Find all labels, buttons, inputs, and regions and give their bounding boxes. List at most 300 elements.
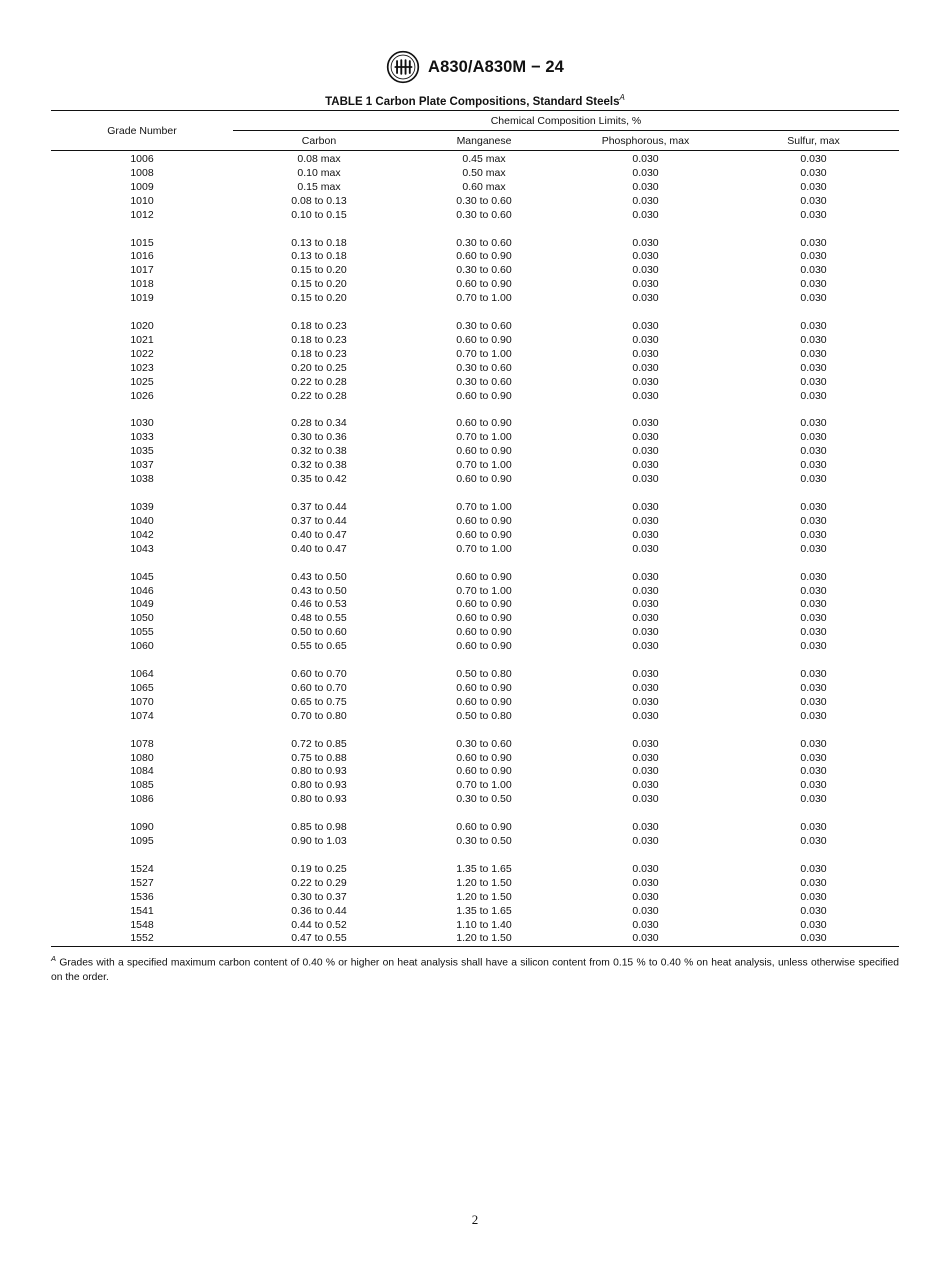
phosphorous-cell: 0.030: [632, 709, 659, 722]
manganese-cell: 0.70 to 1.00: [456, 500, 512, 513]
table-row: [51, 209, 899, 223]
manganese-cell: 0.70 to 1.00: [456, 347, 512, 360]
sulfur-cell: 0.030: [800, 180, 827, 193]
sulfur-cell: 0.030: [800, 570, 827, 583]
grade-number-cell: 1527: [130, 876, 154, 889]
carbon-cell: 0.37 to 0.44: [291, 514, 347, 527]
table-row: [51, 738, 899, 752]
carbon-cell: 0.80 to 0.93: [291, 765, 347, 778]
grade-number-cell: 1012: [130, 208, 154, 221]
carbon-cell: 0.19 to 0.25: [291, 862, 347, 875]
sulfur-cell: 0.030: [800, 166, 827, 179]
table-row: [51, 181, 899, 195]
sulfur-cell: 0.030: [800, 640, 827, 653]
grade-number-cell: 1552: [130, 932, 154, 945]
phosphorous-cell: 0.030: [632, 584, 659, 597]
group-spacer: [51, 807, 899, 821]
carbon-cell: 0.08 max: [297, 153, 341, 165]
carbon-cell: 0.13 to 0.18: [291, 236, 347, 249]
carbon-cell: 0.40 to 0.47: [291, 542, 347, 555]
table-row: [51, 710, 899, 724]
manganese-cell: 0.30 to 0.60: [456, 361, 512, 374]
phosphorous-cell: 0.030: [632, 626, 659, 639]
manganese-cell: 1.20 to 1.50: [456, 890, 512, 903]
sulfur-cell: 0.030: [800, 668, 827, 681]
grade-number-cell: 1086: [130, 793, 154, 806]
manganese-cell: 0.60 to 0.90: [456, 570, 512, 583]
carbon-cell: 0.70 to 0.80: [291, 709, 347, 722]
page-number: 2: [471, 1212, 479, 1227]
table-row: [51, 264, 899, 278]
grade-number-cell: 1026: [130, 389, 154, 402]
sulfur-cell: 0.030: [800, 681, 827, 694]
phosphorous-cell: 0.030: [632, 292, 659, 305]
table-row: [51, 151, 899, 167]
manganese-cell: 0.70 to 1.00: [456, 292, 512, 305]
manganese-cell: 0.70 to 1.00: [456, 431, 512, 444]
grade-number-cell: 1078: [130, 737, 154, 750]
manganese-cell: 0.60 to 0.90: [456, 598, 512, 611]
carbon-cell: 0.32 to 0.38: [291, 445, 347, 458]
carbon-cell: 0.55 to 0.65: [291, 640, 347, 653]
carbon-cell: 0.85 to 0.98: [291, 821, 347, 834]
carbon-cell: 0.20 to 0.25: [291, 361, 347, 374]
grade-number-cell: 1064: [130, 668, 154, 681]
phosphorous-cell: 0.030: [632, 668, 659, 681]
footnote-mark: A: [51, 954, 57, 963]
carbon-cell: 0.40 to 0.47: [291, 528, 347, 541]
carbon-cell: 0.36 to 0.44: [291, 904, 347, 917]
grade-number-cell: 1009: [130, 180, 154, 193]
sulfur-cell: 0.030: [800, 514, 827, 527]
phosphorous-cell: 0.030: [632, 445, 659, 458]
sulfur-cell: 0.030: [800, 320, 827, 333]
sulfur-cell: 0.030: [800, 709, 827, 722]
table-row: [51, 752, 899, 766]
carbon-cell: 0.15 to 0.20: [291, 292, 347, 305]
carbon-cell: 0.43 to 0.50: [291, 570, 347, 583]
phosphorous-cell: 0.030: [632, 250, 659, 263]
manganese-cell: 0.60 max: [462, 180, 506, 193]
table-row: [51, 445, 899, 459]
phosphorous-cell: 0.030: [632, 862, 659, 875]
table-row: [51, 863, 899, 877]
manganese-cell: 0.45 max: [462, 153, 506, 165]
manganese-header: Manganese: [405, 131, 563, 151]
group-spacer-cell: [51, 654, 899, 668]
sulfur-cell: 0.030: [800, 821, 827, 834]
carbon-cell: 0.30 to 0.36: [291, 431, 347, 444]
phosphorous-cell: 0.030: [632, 765, 659, 778]
table-row: [51, 292, 899, 306]
phosphorous-cell: 0.030: [632, 793, 659, 806]
table-row: [51, 543, 899, 557]
phosphorous-header: Phosphorous, max: [563, 131, 728, 151]
grade-number-cell: 1017: [130, 264, 154, 277]
carbon-cell: 0.80 to 0.93: [291, 793, 347, 806]
phosphorous-cell: 0.030: [632, 431, 659, 444]
sulfur-cell: 0.030: [800, 500, 827, 513]
footnote-text: Grades with a specified maximum carbon content of 0.40 % or higher on heat analysis shall have a silicon content from 0.15 % to 0.40 % on heat analysis, unless otherwise specified on the order.: [51, 957, 899, 983]
manganese-cell: 0.60 to 0.90: [456, 514, 512, 527]
manganese-cell: 0.60 to 0.90: [456, 528, 512, 541]
manganese-cell: 0.70 to 1.00: [456, 542, 512, 555]
manganese-cell: 0.30 to 0.60: [456, 375, 512, 388]
grade-number-cell: 1035: [130, 445, 154, 458]
phosphorous-cell: 0.030: [632, 737, 659, 750]
phosphorous-cell: 0.030: [632, 347, 659, 360]
table-row: [51, 195, 899, 209]
grade-number-cell: 1536: [130, 890, 154, 903]
manganese-cell: 0.70 to 1.00: [456, 459, 512, 472]
document-header: [0, 50, 950, 84]
manganese-cell: 0.30 to 0.60: [456, 208, 512, 221]
phosphorous-cell: 0.030: [632, 932, 659, 945]
grade-number-cell: 1008: [130, 166, 154, 179]
table-row: [51, 835, 899, 849]
table-row: [51, 919, 899, 933]
table-row: [51, 362, 899, 376]
table-row: [51, 626, 899, 640]
manganese-cell: 0.50 to 0.80: [456, 709, 512, 722]
phosphorous-cell: 0.030: [632, 361, 659, 374]
manganese-cell: 0.60 to 0.90: [456, 640, 512, 653]
carbon-cell: 0.80 to 0.93: [291, 779, 347, 792]
table-row: [51, 668, 899, 682]
table-row: [51, 250, 899, 264]
grade-number-cell: 1548: [130, 918, 154, 931]
carbon-cell: 0.72 to 0.85: [291, 737, 347, 750]
phosphorous-cell: 0.030: [632, 598, 659, 611]
grade-number-cell: 1065: [130, 681, 154, 694]
grade-number-cell: 1095: [130, 835, 154, 848]
table-row: [51, 417, 899, 431]
sulfur-cell: 0.030: [800, 584, 827, 597]
sulfur-cell: 0.030: [800, 389, 827, 402]
grade-number-cell: 1010: [130, 194, 154, 207]
manganese-cell: 1.35 to 1.65: [456, 862, 512, 875]
phosphorous-cell: 0.030: [632, 333, 659, 346]
grade-number-cell: 1015: [130, 236, 154, 249]
sulfur-cell: 0.030: [800, 598, 827, 611]
carbon-cell: 0.35 to 0.42: [291, 473, 347, 486]
phosphorous-cell: 0.030: [632, 918, 659, 931]
carbon-cell: 0.10 to 0.15: [291, 208, 347, 221]
table-row: [51, 696, 899, 710]
grade-number-cell: 1050: [130, 612, 154, 625]
phosphorous-cell: 0.030: [632, 473, 659, 486]
table-row: [51, 431, 899, 445]
manganese-cell: 0.30 to 0.60: [456, 264, 512, 277]
sulfur-header: Sulfur, max: [728, 131, 899, 151]
table-row: [51, 334, 899, 348]
phosphorous-cell: 0.030: [632, 779, 659, 792]
grade-number-cell: 1074: [130, 709, 154, 722]
table-row: [51, 905, 899, 919]
phosphorous-cell: 0.030: [632, 194, 659, 207]
group-spacer-cell: [51, 306, 899, 320]
carbon-cell: 0.60 to 0.70: [291, 668, 347, 681]
sulfur-cell: 0.030: [800, 431, 827, 444]
table-row: [51, 515, 899, 529]
phosphorous-cell: 0.030: [632, 375, 659, 388]
carbon-cell: 0.28 to 0.34: [291, 417, 347, 430]
carbon-cell: 0.60 to 0.70: [291, 681, 347, 694]
phosphorous-cell: 0.030: [632, 904, 659, 917]
grade-number-cell: 1016: [130, 250, 154, 263]
table-row: [51, 473, 899, 487]
table-row: [51, 376, 899, 390]
manganese-cell: 0.30 to 0.60: [456, 194, 512, 207]
group-spacer-cell: [51, 724, 899, 738]
sulfur-cell: 0.030: [800, 445, 827, 458]
carbon-cell: 0.65 to 0.75: [291, 695, 347, 708]
table-row: [51, 682, 899, 696]
grade-number-cell: 1006: [130, 153, 154, 165]
carbon-cell: 0.50 to 0.60: [291, 626, 347, 639]
manganese-cell: 0.60 to 0.90: [456, 681, 512, 694]
sulfur-cell: 0.030: [800, 292, 827, 305]
sulfur-cell: 0.030: [800, 765, 827, 778]
carbon-cell: 0.30 to 0.37: [291, 890, 347, 903]
sulfur-cell: 0.030: [800, 333, 827, 346]
table-body: [51, 151, 899, 947]
group-spacer: [51, 223, 899, 237]
grade-number-cell: 1042: [130, 528, 154, 541]
manganese-cell: 0.60 to 0.90: [456, 612, 512, 625]
group-spacer: [51, 404, 899, 418]
table-row: [51, 459, 899, 473]
manganese-cell: 0.60 to 0.90: [456, 695, 512, 708]
grade-number-cell: 1084: [130, 765, 154, 778]
table-row: [51, 237, 899, 251]
manganese-cell: 0.50 max: [462, 166, 506, 179]
table-row: [51, 598, 899, 612]
phosphorous-cell: 0.030: [632, 890, 659, 903]
table-row: [51, 390, 899, 404]
sulfur-cell: 0.030: [800, 459, 827, 472]
grade-number-cell: 1060: [130, 640, 154, 653]
grade-number-cell: 1524: [130, 862, 154, 875]
carbon-cell: 0.08 to 0.13: [291, 194, 347, 207]
grade-number-cell: 1019: [130, 292, 154, 305]
table-title-text: TABLE 1 Carbon Plate Compositions, Standard Steels: [325, 95, 620, 108]
sulfur-cell: 0.030: [800, 473, 827, 486]
table-row: [51, 167, 899, 181]
sulfur-cell: 0.030: [800, 361, 827, 374]
carbon-cell: 0.32 to 0.38: [291, 459, 347, 472]
sulfur-cell: 0.030: [800, 208, 827, 221]
sulfur-cell: 0.030: [800, 347, 827, 360]
table-row: [51, 320, 899, 334]
phosphorous-cell: 0.030: [632, 208, 659, 221]
manganese-cell: 0.60 to 0.90: [456, 751, 512, 764]
table-row: [51, 877, 899, 891]
grade-number-cell: 1023: [130, 361, 154, 374]
carbon-header: Carbon: [233, 131, 405, 151]
carbon-cell: 0.22 to 0.28: [291, 375, 347, 388]
sulfur-cell: 0.030: [800, 779, 827, 792]
table-row: [51, 571, 899, 585]
sulfur-cell: 0.030: [800, 835, 827, 848]
phosphorous-cell: 0.030: [632, 876, 659, 889]
group-spacer-cell: [51, 487, 899, 501]
carbon-cell: 0.10 max: [297, 166, 341, 179]
manganese-cell: 0.50 to 0.80: [456, 668, 512, 681]
grade-number-cell: 1046: [130, 584, 154, 597]
grade-number-cell: 1018: [130, 278, 154, 291]
phosphorous-cell: 0.030: [632, 278, 659, 291]
manganese-cell: 0.30 to 0.50: [456, 793, 512, 806]
phosphorous-cell: 0.030: [632, 153, 659, 165]
phosphorous-cell: 0.030: [632, 264, 659, 277]
grade-number-cell: 1039: [130, 500, 154, 513]
grade-number-cell: 1085: [130, 779, 154, 792]
group-spacer-cell: [51, 223, 899, 237]
carbon-cell: 0.47 to 0.55: [291, 932, 347, 945]
phosphorous-cell: 0.030: [632, 695, 659, 708]
sulfur-cell: 0.030: [800, 890, 827, 903]
astm-logo-icon: [386, 50, 420, 84]
manganese-cell: 0.60 to 0.90: [456, 417, 512, 430]
carbon-cell: 0.90 to 1.03: [291, 835, 347, 848]
phosphorous-cell: 0.030: [632, 180, 659, 193]
sulfur-cell: 0.030: [800, 278, 827, 291]
table-row: [51, 501, 899, 515]
manganese-cell: 0.60 to 0.90: [456, 821, 512, 834]
group-spacer: [51, 654, 899, 668]
grade-number-cell: 1021: [130, 333, 154, 346]
phosphorous-cell: 0.030: [632, 459, 659, 472]
manganese-cell: 0.60 to 0.90: [456, 389, 512, 402]
manganese-cell: 0.30 to 0.60: [456, 320, 512, 333]
manganese-cell: 1.10 to 1.40: [456, 918, 512, 931]
chemical-composition-header: Chemical Composition Limits, %: [233, 111, 899, 131]
group-spacer-cell: [51, 807, 899, 821]
manganese-cell: 0.30 to 0.60: [456, 737, 512, 750]
phosphorous-cell: 0.030: [632, 528, 659, 541]
carbon-cell: 0.22 to 0.28: [291, 389, 347, 402]
carbon-cell: 0.18 to 0.23: [291, 320, 347, 333]
table-row: [51, 891, 899, 905]
carbon-cell: 0.15 to 0.20: [291, 264, 347, 277]
table-row: [51, 765, 899, 779]
grade-number-cell: 1025: [130, 375, 154, 388]
sulfur-cell: 0.030: [800, 542, 827, 555]
phosphorous-cell: 0.030: [632, 751, 659, 764]
grade-number-cell: 1038: [130, 473, 154, 486]
carbon-cell: 0.22 to 0.29: [291, 876, 347, 889]
phosphorous-cell: 0.030: [632, 835, 659, 848]
group-spacer-cell: [51, 849, 899, 863]
grade-number-cell: 1020: [130, 320, 154, 333]
carbon-cell: 0.75 to 0.88: [291, 751, 347, 764]
group-spacer: [51, 849, 899, 863]
grade-number-cell: 1022: [130, 347, 154, 360]
composition-table: [51, 110, 899, 947]
sulfur-cell: 0.030: [800, 194, 827, 207]
sulfur-cell: 0.030: [800, 612, 827, 625]
manganese-cell: 0.60 to 0.90: [456, 473, 512, 486]
sulfur-cell: 0.030: [800, 904, 827, 917]
group-spacer: [51, 487, 899, 501]
manganese-cell: 0.30 to 0.50: [456, 835, 512, 848]
grade-number-cell: 1070: [130, 695, 154, 708]
manganese-cell: 1.35 to 1.65: [456, 904, 512, 917]
phosphorous-cell: 0.030: [632, 542, 659, 555]
table-row: [51, 529, 899, 543]
grade-number-cell: 1043: [130, 542, 154, 555]
group-spacer: [51, 306, 899, 320]
sulfur-cell: 0.030: [800, 751, 827, 764]
table-row: [51, 348, 899, 362]
carbon-cell: 0.13 to 0.18: [291, 250, 347, 263]
carbon-cell: 0.43 to 0.50: [291, 584, 347, 597]
carbon-cell: 0.18 to 0.23: [291, 333, 347, 346]
table-row: [51, 779, 899, 793]
grade-number-header: Grade Number: [51, 111, 233, 151]
sulfur-cell: 0.030: [800, 153, 827, 165]
manganese-cell: 0.70 to 1.00: [456, 779, 512, 792]
phosphorous-cell: 0.030: [632, 570, 659, 583]
sulfur-cell: 0.030: [800, 236, 827, 249]
document-title: A830/A830M − 24: [428, 57, 564, 76]
table-row: [51, 932, 899, 946]
carbon-cell: 0.15 max: [297, 180, 341, 193]
sulfur-cell: 0.030: [800, 862, 827, 875]
grade-number-cell: 1045: [130, 570, 154, 583]
carbon-cell: 0.37 to 0.44: [291, 500, 347, 513]
phosphorous-cell: 0.030: [632, 236, 659, 249]
group-spacer: [51, 724, 899, 738]
manganese-cell: 0.30 to 0.60: [456, 236, 512, 249]
table-row: [51, 821, 899, 835]
manganese-cell: 0.70 to 1.00: [456, 584, 512, 597]
carbon-cell: 0.48 to 0.55: [291, 612, 347, 625]
grade-number-cell: 1033: [130, 431, 154, 444]
sulfur-cell: 0.030: [800, 264, 827, 277]
sulfur-cell: 0.030: [800, 528, 827, 541]
sulfur-cell: 0.030: [800, 932, 827, 945]
phosphorous-cell: 0.030: [632, 417, 659, 430]
sulfur-cell: 0.030: [800, 250, 827, 263]
carbon-cell: 0.18 to 0.23: [291, 347, 347, 360]
grade-number-cell: 1040: [130, 514, 154, 527]
sulfur-cell: 0.030: [800, 626, 827, 639]
grade-number-cell: 1541: [130, 904, 154, 917]
group-spacer-cell: [51, 404, 899, 418]
grade-number-cell: 1090: [130, 821, 154, 834]
sulfur-cell: 0.030: [800, 375, 827, 388]
group-spacer-cell: [51, 557, 899, 571]
grade-number-cell: 1080: [130, 751, 154, 764]
phosphorous-cell: 0.030: [632, 500, 659, 513]
phosphorous-cell: 0.030: [632, 166, 659, 179]
carbon-cell: 0.15 to 0.20: [291, 278, 347, 291]
phosphorous-cell: 0.030: [632, 821, 659, 834]
table-title-footnote-mark: A: [619, 93, 625, 102]
manganese-cell: 0.60 to 0.90: [456, 333, 512, 346]
table-row: [51, 612, 899, 626]
sulfur-cell: 0.030: [800, 695, 827, 708]
group-spacer: [51, 557, 899, 571]
phosphorous-cell: 0.030: [632, 681, 659, 694]
manganese-cell: 1.20 to 1.50: [456, 876, 512, 889]
manganese-cell: 1.20 to 1.50: [456, 932, 512, 945]
table-row: [51, 640, 899, 654]
manganese-cell: 0.60 to 0.90: [456, 765, 512, 778]
table-title: [0, 93, 950, 108]
